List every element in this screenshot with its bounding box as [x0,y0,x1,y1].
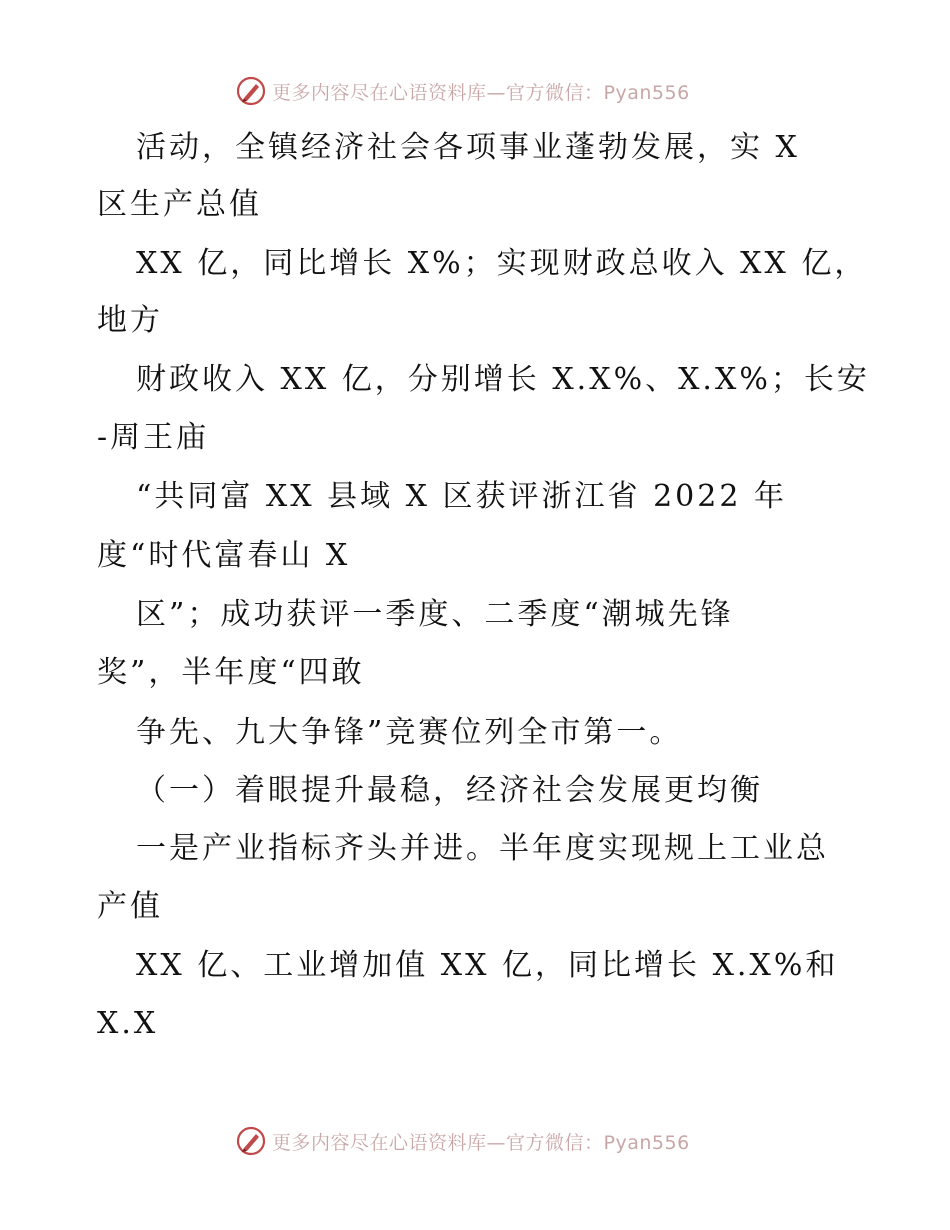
text-line: 争先、九大争锋”竞赛位列全市第一。 [136,715,683,750]
watermark-text: 更多内容尽在心语资料库—官方微信：Pyan556 [272,81,690,104]
text-line: 产值 [97,889,163,924]
text-line: -周王庙 [97,420,210,455]
text-line: 度“时代富春山 X [97,538,351,573]
text-line: 区生产总值 [97,187,262,222]
text-line: 地方 [97,303,163,338]
watermark-text: 更多内容尽在心语资料库—官方微信：Pyan556 [272,1131,690,1154]
watermark-header [236,74,690,108]
text-line: 一是产业指标齐头并进。半年度实现规上工业总 [136,831,829,866]
text-line: XX 亿，同比增长 X%；实现财政总收入 XX 亿， [136,246,868,281]
text-line: 财政收入 XX 亿，分别增长 X.X%、X.X%；长安 [136,362,870,397]
text-line: 活动，全镇经济社会各项事业蓬勃发展，实 X [136,130,800,165]
text-line: 奖”，半年度“四敢 [97,655,365,690]
section-heading: （一）着眼提升最稳，经济社会发展更均衡 [136,773,763,808]
text-line: X.X [97,1006,159,1041]
watermark-footer [236,1124,690,1158]
text-line: 区”；成功获评一季度、二季度“潮城先锋 [136,597,734,632]
text-line: XX 亿、工业增加值 XX 亿，同比增长 X.X%和 [136,948,839,983]
text-line: “共同富 XX 县域 X 区获评浙江省 2022 年 [136,479,787,514]
pen-logo-icon [236,76,266,106]
pen-logo-icon [236,1126,266,1156]
